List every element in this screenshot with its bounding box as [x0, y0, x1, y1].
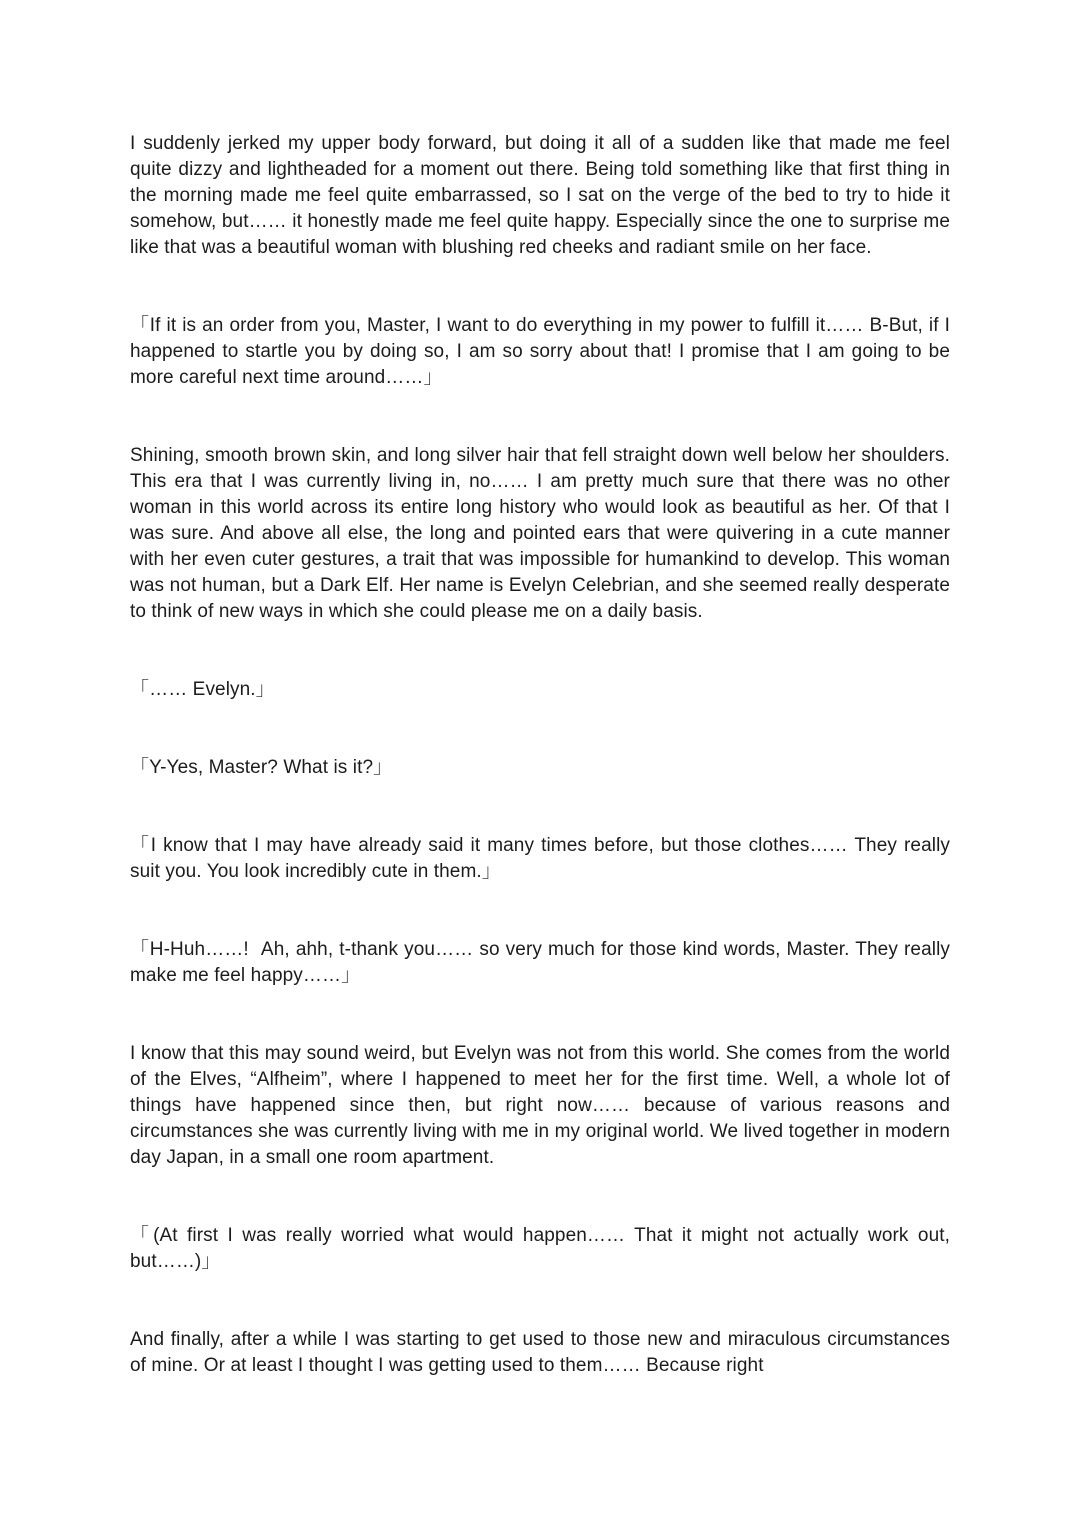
paragraph: Shining, smooth brown skin, and long silver hair that fell straight down well below her shoulders. This era that I was currently living in, no…… I am pretty much sure that there was no other woman in this world across its entire long history who would look as beautiful as her. Of that I was sure. And above all else, the long and pointed ears that were quivering in a cute manner with her even cuter gestures, a trait that was impossible for humankind to develop. This woman was not human, but a Dark Elf. Her name is Evelyn Celebrian, and she seemed really desperate to think of new ways in which she could please me on a daily basis. [130, 445, 950, 622]
paragraph: 「…… Evelyn.」 [130, 679, 275, 700]
paragraph: And finally, after a while I was starting to get used to those new and miraculous circumstances of mine. Or at least I thought I was getting used to them…… Because right [130, 1329, 950, 1376]
paragraph: 「I know that I may have already said it many times before, but those clothes…… They really suit you. You look incredibly cute in them.」 [130, 835, 950, 882]
paragraph: 「(At first I was really worried what would happen…… That it might not actually work out, but……)」 [130, 1225, 950, 1272]
paragraph: 「Y-Yes, Master? What is it?」 [130, 757, 393, 778]
paragraph: 「H-Huh……! Ah, ahh, t-thank you…… so very much for those kind words, Master. They really make me feel happy……」 [130, 939, 950, 986]
paragraph: I suddenly jerked my upper body forward, but doing it all of a sudden like that made me feel quite dizzy and lightheaded for a moment out there. Being told something like that first thing in the morning made me feel quite embarrassed, so I sat on the verge of the bed to try to hide it somehow, but…… it honestly made me feel quite happy. Especially since the one to surprise me like that was a beautiful woman with blushing red cheeks and radiant smile on her face. [130, 133, 950, 258]
paragraph: I know that this may sound weird, but Evelyn was not from this world. She comes from the world of the Elves, “Alfheim”, where I happened to meet her for the first time. Well, a whole lot of things have happened since then, but right now…… because of various reasons and circumstances she was currently living with me in my original world. We lived together in modern day Japan, in a small one room apartment. [130, 1043, 950, 1168]
paragraph: 「If it is an order from you, Master, I want to do everything in my power to fulfill it…… B-But, if I happened to startle you by doing so, I am so sorry about that! I promise that I am going to be more careful next time around……」 [130, 315, 950, 388]
